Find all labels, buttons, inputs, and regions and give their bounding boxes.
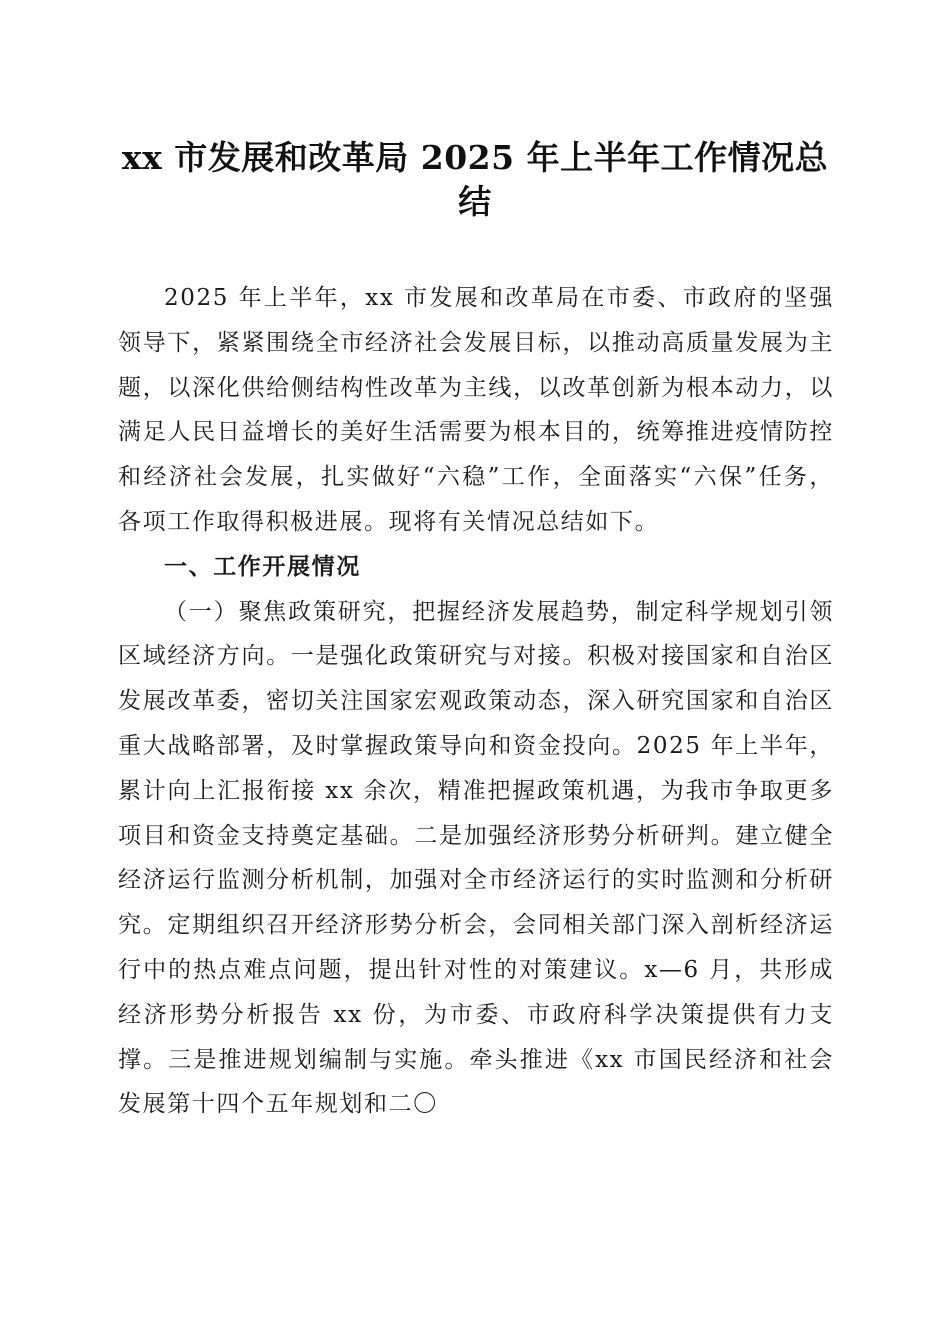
section-paragraph: （一）聚焦政策研究，把握经济发展趋势，制定科学规划引领区域经济方向。一是强化政策研究与对接。积极对接国家和自治区发展改革委，密切关注国家宏观政策动态，深入研究国家和自治区重大战略部署，及时掌握政策导向和资金投向。2025 年上半年，累计向上汇报衔接 xx 余次，精准把握政策机遇，为我市争取更多项目和资金支持奠定基础。二是加强经济形势分析研判。建立健全经济运行监测分析机制，加强对全市经济运行的实时监测和分析研究。定期组织召开经济形势分析会，会同相关部门深入剖析经济运行中的热点难点问题，提出针对性的对策建议。x—6 月，共形成经济形势分析报告 xx 份，为市委、市政府科学决策提供有力支撑。三是推进规划编制与实施。牵头推进《xx 市国民经济和社会发展第十四个五年规划和二〇 xyxy=(118,598,834,1118)
document-title: xx 市发展和改革局 2025 年上半年工作情况总结 xyxy=(121,138,829,221)
document-body xyxy=(118,276,834,1127)
intro-paragraph: 2025 年上半年，xx 市发展和改革局在市委、市政府的坚强领导下，紧紧围绕全市经济社会发展目标，以推动高质量发展为主题，以深化供给侧结构性改革为主线，以改革创新为根本动力，以满足人民日益增长的美好生活需要为根本目的，统筹推进疫情防控和经济社会发展，扎实做好“六稳”工作，全面落实“六保”任务，各项工作取得积极进展。现将有关情况总结如下。 xyxy=(118,285,834,535)
section-heading: 一、工作开展情况 xyxy=(164,553,361,580)
